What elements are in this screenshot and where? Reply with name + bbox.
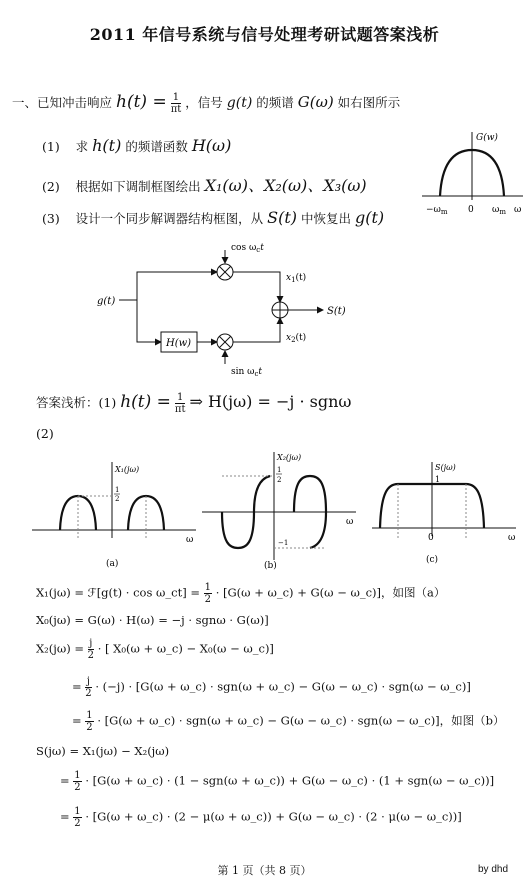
equation-7: = $\frac{1}{2}$ · [G(ω + ω_c) · (1 − sgn(ω + ω_c)) + G(ω − ω_c) · (1 + sgn(ω − ω_c))] — [60, 770, 495, 793]
svg-text:X₁(jω): X₁(jω) — [115, 465, 140, 474]
spectrum-ylabel: G(w) — [476, 133, 498, 143]
output-label: S(t) — [327, 306, 346, 317]
plot-b-curve-left — [222, 512, 254, 548]
equation-5: = $\frac{1}{2}$ · [G(ω + ω_c) · sgn(ω + ω_c) − G(ω − ω_c) · sgn(ω − ω_c)]，如图（b） — [72, 710, 505, 733]
block-diagram — [95, 240, 385, 380]
q1-h-expr: h(t) = — [116, 92, 167, 112]
q1-lead: 一、已知冲击响应 — [12, 95, 113, 110]
answer-line: 答案浅析：(1) h(t) = $\frac{1}{\pi t}$ ⇒ H(jω) = −j · sgnω — [36, 392, 352, 415]
sin-carrier-label: $\sin \omega_ct$ — [231, 367, 263, 378]
cos-carrier-label: $\cos \omega_ct$ — [231, 243, 264, 254]
tick-neg-wm: $-\omega_m$ — [426, 205, 448, 216]
q1-item-3: (3) 设计一个同步解调器结构框图，从 S(t) 中恢复出 g(t) — [42, 208, 385, 227]
svg-text:1: 1 — [277, 466, 282, 474]
svg-text:2: 2 — [277, 476, 282, 484]
plot-b-curve-right — [294, 476, 326, 512]
q1-item-2: (2) 根据如下调制框图绘出 X₁(ω)、X₂(ω)、X₃(ω) — [42, 176, 367, 195]
plot-b-caption: (b) — [264, 561, 277, 571]
plot-a-caption: (a) — [106, 559, 119, 569]
hw-label: H(w) — [166, 338, 192, 349]
x1-label: $x_1(t)$ — [286, 273, 307, 284]
page-number: 第 1 页（共 8 页） — [217, 864, 312, 877]
equation-3: X₂(jω) = $\frac{j}{2}$ · [ X₀(ω + ω_c) − X₀(ω − ω_c)] — [36, 638, 274, 661]
plot-a — [30, 458, 200, 570]
input-label: g(t) — [97, 296, 116, 307]
q1-h-frac: $\frac{1}{\pi t}$ — [170, 92, 182, 115]
x2-label: $x_2(t)$ — [286, 333, 307, 344]
tick-zero: 0 — [468, 205, 474, 215]
svg-text:2: 2 — [115, 495, 120, 503]
equation-8: = $\frac{1}{2}$ · [G(ω + ω_c) · (2 − μ(ω + ω_c)) + G(ω − ω_c) · (2 · μ(ω − ω_c))] — [60, 806, 462, 829]
svg-text:S(jω): S(jω) — [435, 463, 456, 472]
q1-tail: 如右图所示 — [337, 95, 401, 110]
plot-c-caption: (c) — [426, 555, 439, 565]
svg-text:0: 0 — [428, 533, 434, 543]
svg-text:ω: ω — [508, 533, 516, 543]
svg-text:1: 1 — [435, 475, 441, 484]
plot-b — [200, 448, 360, 572]
q1-item-1: (1) 求 h(t) 的频谱函数 H(ω) — [42, 136, 232, 155]
q1-g: g(t) — [226, 95, 253, 111]
spectrum-axis-label: ω — [514, 205, 522, 215]
q1-mid1: ，信号 — [185, 95, 223, 110]
svg-text:ω: ω — [186, 535, 194, 545]
svg-text:X₂(jω): X₂(jω) — [277, 453, 302, 462]
spectrum-plot — [420, 128, 525, 220]
answer-part-2: (2) — [36, 426, 54, 441]
equation-1: X₁(jω) = ℱ[g(t) · cos ω_ct] = $\frac{1}{2}$ · [G(ω + ω_c) + G(ω − ω_c)]，如图（a） — [36, 582, 446, 605]
svg-text:ω: ω — [346, 517, 354, 527]
svg-text:−1: −1 — [278, 539, 289, 547]
page-title: 2011 年信号系统与信号处理考研试题答案浅析 — [89, 25, 440, 44]
question-1 — [12, 92, 400, 115]
q1-G: G(ω) — [297, 93, 334, 111]
q1-mid2: 的频谱 — [256, 95, 294, 110]
plot-c — [370, 458, 520, 570]
equation-6: S(jω) = X₁(jω) − X₂(jω) — [36, 744, 170, 758]
author: by dhd — [478, 864, 509, 875]
equation-2: X₀(jω) = G(ω) · H(ω) = −j · sgnω · G(ω)] — [36, 613, 269, 627]
equation-4: = $\frac{j}{2}$ · (−j) · [G(ω + ω_c) · sgn(ω + ω_c) − G(ω − ω_c) · sgn(ω − ω_c)] — [72, 676, 471, 699]
tick-wm: $\omega_m$ — [492, 205, 506, 216]
svg-text:1: 1 — [115, 486, 120, 494]
